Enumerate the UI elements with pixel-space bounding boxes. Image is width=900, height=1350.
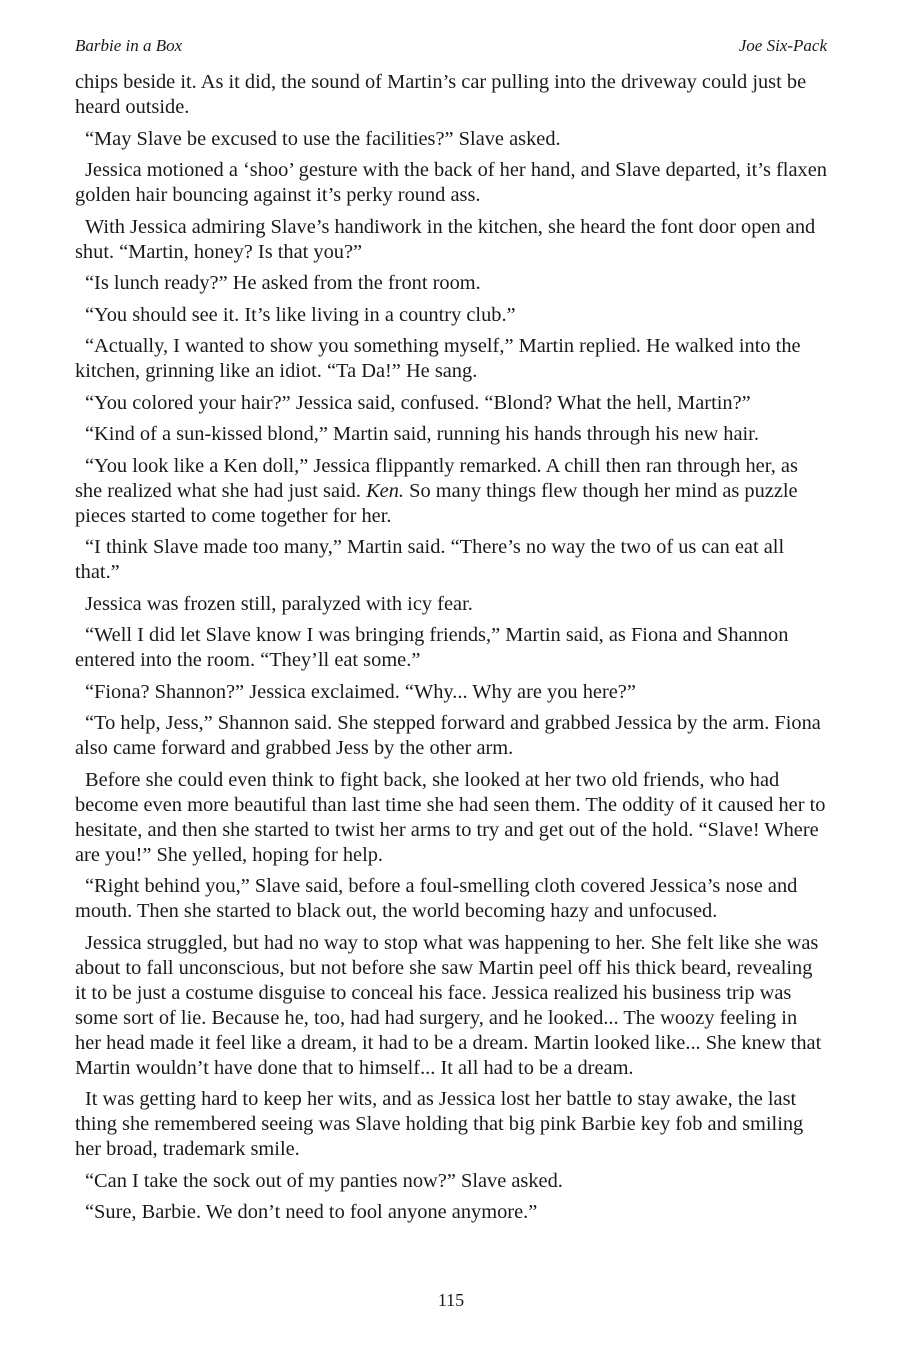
running-header xyxy=(75,36,827,58)
paragraph-text: So many things flew though her mind as puzzle pieces started to come together for her. xyxy=(75,479,798,527)
body-text xyxy=(75,70,827,1232)
paragraph: “Actually, I wanted to show you something myself,” Martin replied. He walked into the kitchen, grinning like an idiot. “Ta Da!” He sang. xyxy=(75,335,801,382)
paragraph: chips beside it. As it did, the sound of Martin’s car pulling into the driveway could just be heard outside. xyxy=(75,71,807,118)
paragraph: Before she could even think to fight back, she looked at her two old friends, who had become even more beautiful than last time she had seen them. The oddity of it caused her to hesitate, and then she started to twist her arms to try and get out of the hold. “Slave! Where are you!” She yelled, hoping for help. xyxy=(75,768,826,866)
paragraph: “Can I take the sock out of my panties now?” Slave asked. xyxy=(85,1169,563,1192)
paragraph: “Fiona? Shannon?” Jessica exclaimed. “Why... Why are you here?” xyxy=(85,680,636,703)
paragraph: It was getting hard to keep her wits, and as Jessica lost her battle to stay awake, the last thing she remembered seeing was Slave holding that big pink Barbie key fob and smiling her broad, trademark smile. xyxy=(75,1088,804,1160)
author-name: Joe Six-Pack xyxy=(738,36,827,55)
paragraph: Jessica was frozen still, paralyzed with icy fear. xyxy=(85,592,473,615)
paragraph: “To help, Jess,” Shannon said. She stepped forward and grabbed Jessica by the arm. Fiona also came forward and grabbed Jess by the other arm. xyxy=(75,712,821,759)
paragraph xyxy=(75,454,827,529)
book-page xyxy=(75,0,827,1350)
paragraph: “May Slave be excused to use the facilities?” Slave asked. xyxy=(85,127,561,150)
paragraph: With Jessica admiring Slave’s handiwork in the kitchen, she heard the font door open and shut. “Martin, honey? Is that you?” xyxy=(75,215,816,263)
book-title: Barbie in a Box xyxy=(75,36,183,55)
paragraph: Jessica motioned a ‘shoo’ gesture with the back of her hand, and Slave departed, it’s flaxen golden hair bouncing against it’s perky round ass. xyxy=(75,159,827,206)
paragraph: “You colored your hair?” Jessica said, confused. “Blond? What the hell, Martin?” xyxy=(85,391,751,414)
paragraph: “Kind of a sun-kissed blond,” Martin said, running his hands through his new hair. xyxy=(85,423,759,445)
page-number: 115 xyxy=(437,1290,465,1310)
paragraph: “Right behind you,” Slave said, before a foul-smelling cloth covered Jessica’s nose and mouth. Then she started to black out, the world becoming hazy and unfocused. xyxy=(75,875,798,922)
paragraph: “I think Slave made too many,” Martin said. “There’s no way the two of us can eat all that.” xyxy=(75,536,785,583)
paragraph: Jessica struggled, but had no way to stop what was happening to her. She felt like she was about to fall unconscious, but not before she saw Martin peel off his thick beard, revealing it to be just a costume disguise to conceal his face. Jessica realized his business trip was some sort of lie. Because he, too, had had surgery, and he looked... The woozy feeling in her head made it feel like a dream, it had to be a dream. Martin looked like... She knew that Martin wouldn’t have done that to himself... It all had to be a dream. xyxy=(75,931,822,1079)
paragraph: “You should see it. It’s like living in a country club.” xyxy=(85,303,516,326)
paragraph: “Sure, Barbie. We don’t need to fool anyone anymore.” xyxy=(85,1201,538,1223)
paragraph: “Is lunch ready?” He asked from the front room. xyxy=(85,272,481,294)
paragraph-text: “You look like a Ken doll,” Jessica flippantly remarked. A chill then ran through her, as she realized what she had just said. xyxy=(75,454,798,502)
emphasized-text: Ken. xyxy=(366,479,405,502)
paragraph: “Well I did let Slave know I was bringing friends,” Martin said, as Fiona and Shannon entered into the room. “They’ll eat some.” xyxy=(75,624,789,671)
